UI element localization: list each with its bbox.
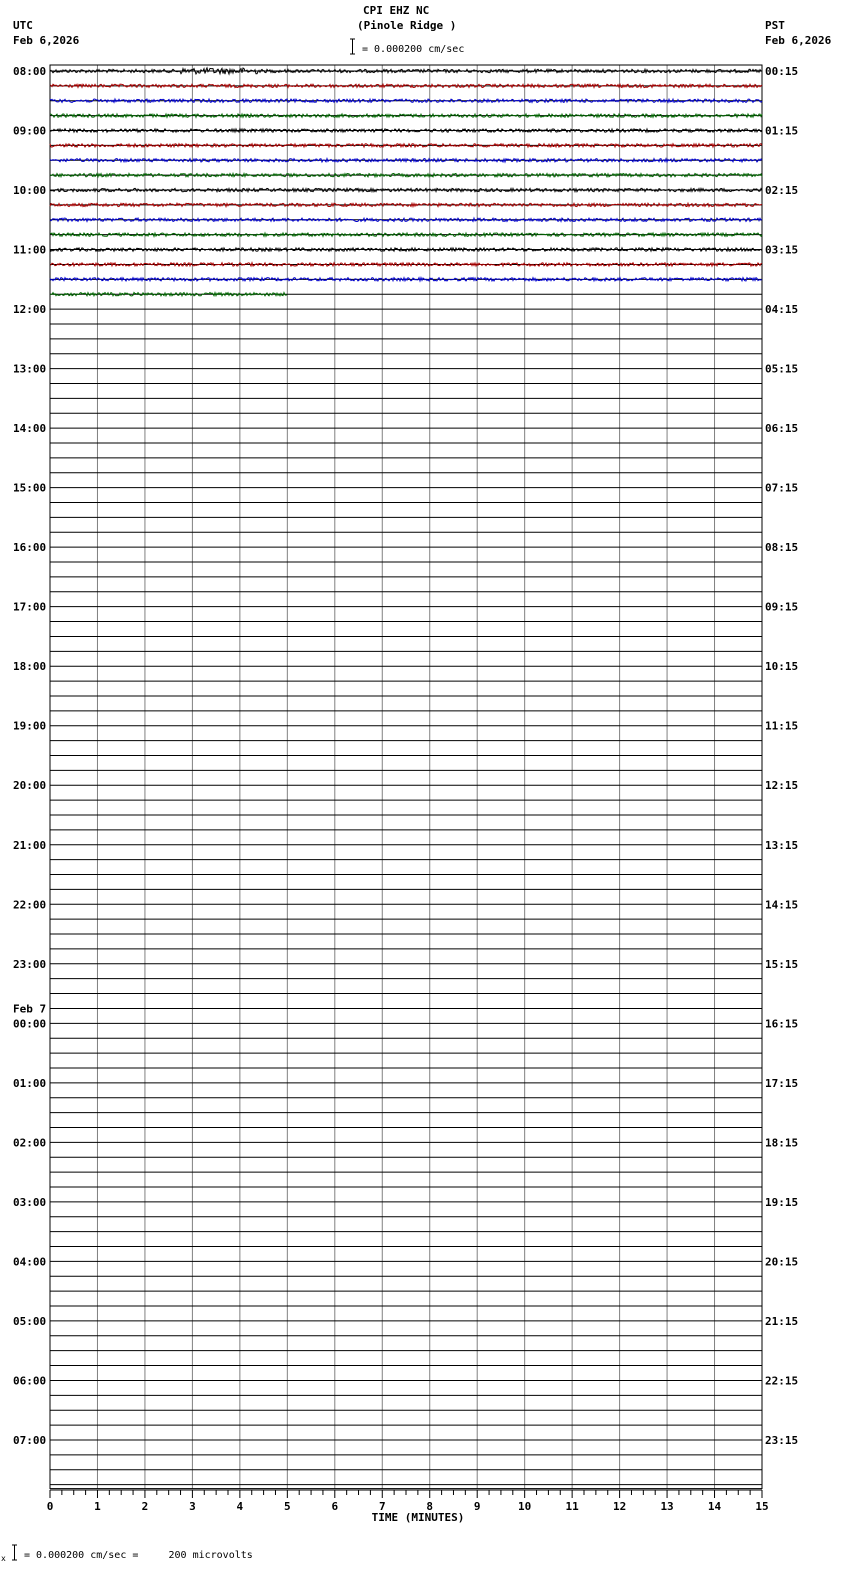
seismic-trace	[50, 129, 762, 132]
pst-hour-label: 00:15	[765, 65, 799, 78]
x-tick-label: 12	[612, 1500, 627, 1513]
left-timezone: UTC	[13, 19, 33, 32]
utc-hour-label: 09:00	[13, 124, 47, 138]
utc-hour-label: 20:00	[13, 779, 47, 793]
utc-hour-label: 16:00	[13, 541, 47, 555]
right-date: Feb 6,2026	[765, 34, 832, 47]
utc-hour-label: 06:00	[13, 1374, 47, 1388]
pst-hour-label: 22:15	[765, 1374, 799, 1388]
x-tick-label: 6	[331, 1500, 339, 1513]
pst-hour-label: 01:15	[765, 124, 799, 138]
pst-hour-label: 11:15	[765, 719, 799, 733]
seismic-trace	[50, 159, 762, 162]
utc-hour-label: 14:00	[13, 422, 47, 436]
pst-hour-label: 15:15	[765, 957, 799, 971]
pst-hour-label: 12:15	[765, 779, 799, 793]
x-tick-label: 2	[141, 1500, 149, 1513]
station-location: (Pinole Ridge )	[357, 19, 457, 32]
utc-hour-label: 17:00	[13, 600, 47, 614]
x-tick-label: 10	[518, 1500, 532, 1513]
utc-hour-label: 22:00	[13, 898, 47, 912]
seismic-trace	[50, 203, 762, 206]
seismic-traces	[50, 68, 762, 296]
x-tick-label: 0	[46, 1500, 54, 1513]
x-axis-label: TIME (MINUTES)	[371, 1511, 465, 1524]
pst-hour-label: 16:15	[765, 1017, 799, 1031]
footer-mark: x	[1, 1554, 6, 1563]
pst-hour-label: 13:15	[765, 838, 799, 852]
utc-hour-label: 05:00	[13, 1314, 47, 1328]
scale-label: = 0.000200 cm/sec	[362, 44, 465, 55]
x-tick-label: 8	[426, 1500, 434, 1513]
utc-hour-label: 00:00	[13, 1017, 47, 1031]
x-tick-label: 11	[565, 1500, 579, 1513]
utc-hour-label: 15:00	[13, 481, 47, 495]
utc-hour-label: 12:00	[13, 303, 47, 317]
utc-hour-label: 13:00	[13, 362, 47, 376]
pst-hour-label: 08:15	[765, 541, 799, 555]
x-tick-label: 5	[284, 1500, 291, 1513]
x-tick-label: 1	[94, 1500, 101, 1513]
x-tick-label: 7	[378, 1500, 386, 1513]
pst-hour-label: 03:15	[765, 243, 799, 257]
utc-hour-label: 08:00	[13, 65, 47, 78]
x-tick-label: 4	[236, 1500, 244, 1513]
utc-hour-label: 04:00	[13, 1255, 47, 1269]
pst-hour-label: 23:15	[765, 1433, 799, 1447]
pst-hour-label: 20:15	[765, 1255, 799, 1269]
x-axis	[47, 1490, 769, 1524]
right-timezone: PST	[765, 19, 785, 32]
x-tick-label: 14	[707, 1500, 722, 1513]
x-tick-label: 15	[755, 1500, 769, 1513]
utc-hour-label: 11:00	[13, 243, 47, 257]
utc-hour-label: 10:00	[13, 184, 47, 198]
utc-hour-label: 07:00	[13, 1433, 47, 1447]
footer-scale-text: = 0.000200 cm/sec = 200 microvolts	[24, 1550, 253, 1561]
pst-hour-label: 19:15	[765, 1195, 799, 1209]
utc-hour-label: 01:00	[13, 1076, 47, 1090]
pst-hour-label: 14:15	[765, 898, 799, 912]
station-title: CPI EHZ NC	[363, 4, 430, 17]
utc-hour-label: 19:00	[13, 719, 47, 733]
utc-hour-label: 21:00	[13, 838, 47, 852]
pst-hour-label: 02:15	[765, 184, 799, 198]
pst-hour-label: 04:15	[765, 303, 799, 317]
pst-hour-label: 21:15	[765, 1314, 799, 1328]
utc-hour-label: 02:00	[13, 1136, 47, 1150]
pst-hour-label: 05:15	[765, 362, 799, 376]
footer-scale-bar-icon	[11, 1544, 18, 1561]
seismic-trace	[50, 233, 762, 236]
x-tick-label: 3	[189, 1500, 196, 1513]
utc-hour-label: 18:00	[13, 660, 47, 674]
x-tick-label: 9	[473, 1500, 481, 1513]
pst-hour-label: 10:15	[765, 660, 799, 674]
left-date: Feb 6,2026	[13, 34, 80, 47]
utc-hour-label: 23:00	[13, 957, 47, 971]
pst-hour-label: 09:15	[765, 600, 799, 614]
pst-hour-label: 06:15	[765, 422, 799, 436]
seismic-trace	[50, 293, 287, 296]
pst-hour-label: 17:15	[765, 1076, 799, 1090]
pst-hour-label: 07:15	[765, 481, 799, 495]
pst-hour-label: 18:15	[765, 1136, 799, 1150]
x-tick-label: 13	[660, 1500, 674, 1513]
date-change-label: Feb 7	[13, 1002, 47, 1016]
utc-hour-label: 03:00	[13, 1195, 47, 1209]
